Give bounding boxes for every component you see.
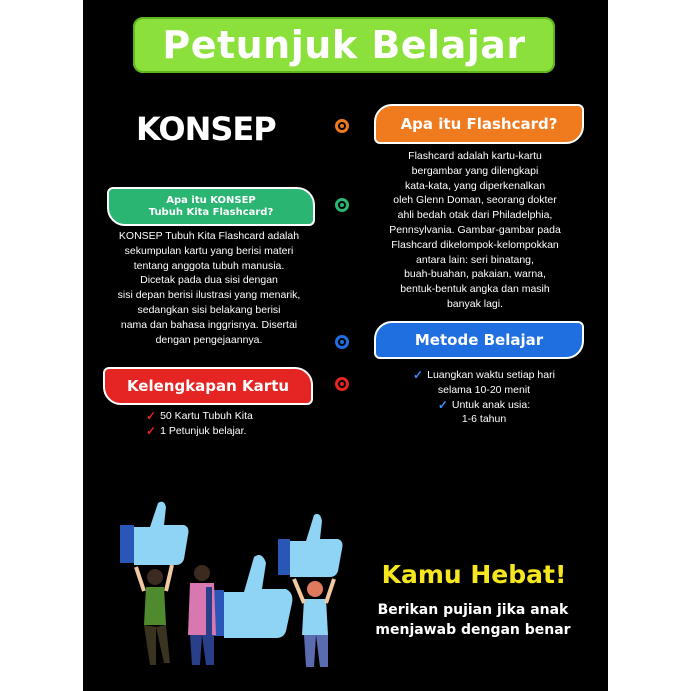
text-line: sekumpulan kartu yang berisi materi bbox=[124, 244, 294, 257]
check-icon: ✓ bbox=[413, 368, 424, 382]
flashcard-description bbox=[370, 149, 580, 312]
title-banner bbox=[133, 17, 555, 73]
konsep-heading-line: Apa itu KONSEP bbox=[166, 194, 256, 206]
text-line: banyak lagi. bbox=[446, 297, 504, 310]
timeline-dot-icon bbox=[335, 377, 349, 391]
thumbs-up-icon bbox=[120, 502, 189, 565]
text-line: sedangkan sisi belakang berisi bbox=[137, 303, 281, 316]
text-line: tentang anggota tubuh manusia. bbox=[133, 259, 285, 272]
thumbs-up-icon bbox=[278, 514, 343, 577]
flashcard-heading-label: Apa itu Flashcard? bbox=[400, 115, 558, 133]
person-figure bbox=[136, 565, 172, 665]
text-line: ahli bedah otak dari Philadelphia, bbox=[397, 209, 553, 222]
konsep-description bbox=[100, 229, 318, 347]
text-line: Berikan pujian jika anak bbox=[377, 602, 569, 618]
text-line: bergambar yang dilengkapi bbox=[411, 164, 539, 177]
list-item bbox=[146, 409, 306, 424]
text-line: menjawab dengan benar bbox=[375, 622, 571, 638]
list-item-text: 1 Petunjuk belajar. bbox=[160, 424, 247, 437]
check-icon: ✓ bbox=[146, 409, 157, 423]
flashcard-heading bbox=[374, 104, 584, 144]
list-item-text: selama 10-20 menit bbox=[437, 383, 531, 396]
list-item bbox=[384, 398, 584, 413]
text-line: Flashcard adalah kartu-kartu bbox=[408, 150, 542, 162]
text-line: antara lain: seri binatang, bbox=[416, 253, 534, 266]
konsep-heading-line: Tubuh Kita Flashcard? bbox=[148, 206, 274, 218]
text-line: Flashcard dikelompok-kelompokkan bbox=[391, 238, 559, 251]
text-line: bentuk-bentuk angka dan masih bbox=[400, 283, 550, 296]
logo-text: KONSEP bbox=[136, 110, 276, 148]
check-icon: ✓ bbox=[437, 397, 448, 412]
timeline-dot-icon bbox=[335, 335, 349, 349]
text-line: buah-buahan, pakaian, warna, bbox=[404, 268, 546, 281]
text-line: sisi depan berisi ilustrasi yang menarik, bbox=[117, 289, 301, 302]
list-item bbox=[384, 368, 584, 383]
person-figure bbox=[188, 565, 216, 665]
konsep-heading bbox=[107, 187, 315, 226]
metode-list bbox=[384, 368, 584, 427]
text-line: Dicetak pada dua sisi dengan bbox=[140, 274, 278, 287]
konsep-logo bbox=[136, 109, 296, 149]
list-item-text: 50 Kartu Tubuh Kita bbox=[160, 410, 253, 422]
text-line: nama dan bahasa inggrisnya. Disertai bbox=[120, 318, 298, 331]
text-line: Pennsylvania. Gambar-gambar pada bbox=[389, 223, 561, 236]
text-line: kata-kata, yang diperkenalkan bbox=[404, 179, 546, 192]
list-item-text: Luangkan waktu setiap hari bbox=[427, 369, 555, 381]
metode-heading-label: Metode Belajar bbox=[414, 331, 544, 349]
kelengkapan-list bbox=[146, 409, 306, 439]
list-item bbox=[146, 424, 306, 439]
text-line: KONSEP Tubuh Kita Flashcard adalah bbox=[118, 230, 300, 242]
page-title: Petunjuk Belajar bbox=[162, 23, 526, 67]
check-icon: ✓ bbox=[146, 423, 157, 438]
kelengkapan-heading bbox=[103, 367, 313, 405]
timeline-dot-icon bbox=[335, 198, 349, 212]
list-item-text: 1-6 tahun bbox=[461, 413, 507, 426]
kelengkapan-heading-label: Kelengkapan Kartu bbox=[126, 377, 290, 395]
timeline-dot-icon bbox=[335, 119, 349, 133]
closing-headline: Kamu Hebat! bbox=[381, 560, 567, 589]
person-figure bbox=[294, 579, 334, 667]
thumbs-up-people-illustration bbox=[110, 495, 350, 675]
text-line: oleh Glenn Doman, seorang dokter bbox=[393, 194, 557, 207]
text-line: dengan pengejaannya. bbox=[155, 333, 263, 346]
closing-subtext bbox=[362, 600, 584, 640]
metode-heading bbox=[374, 321, 584, 359]
list-item-text: Untuk anak usia: bbox=[451, 398, 531, 411]
